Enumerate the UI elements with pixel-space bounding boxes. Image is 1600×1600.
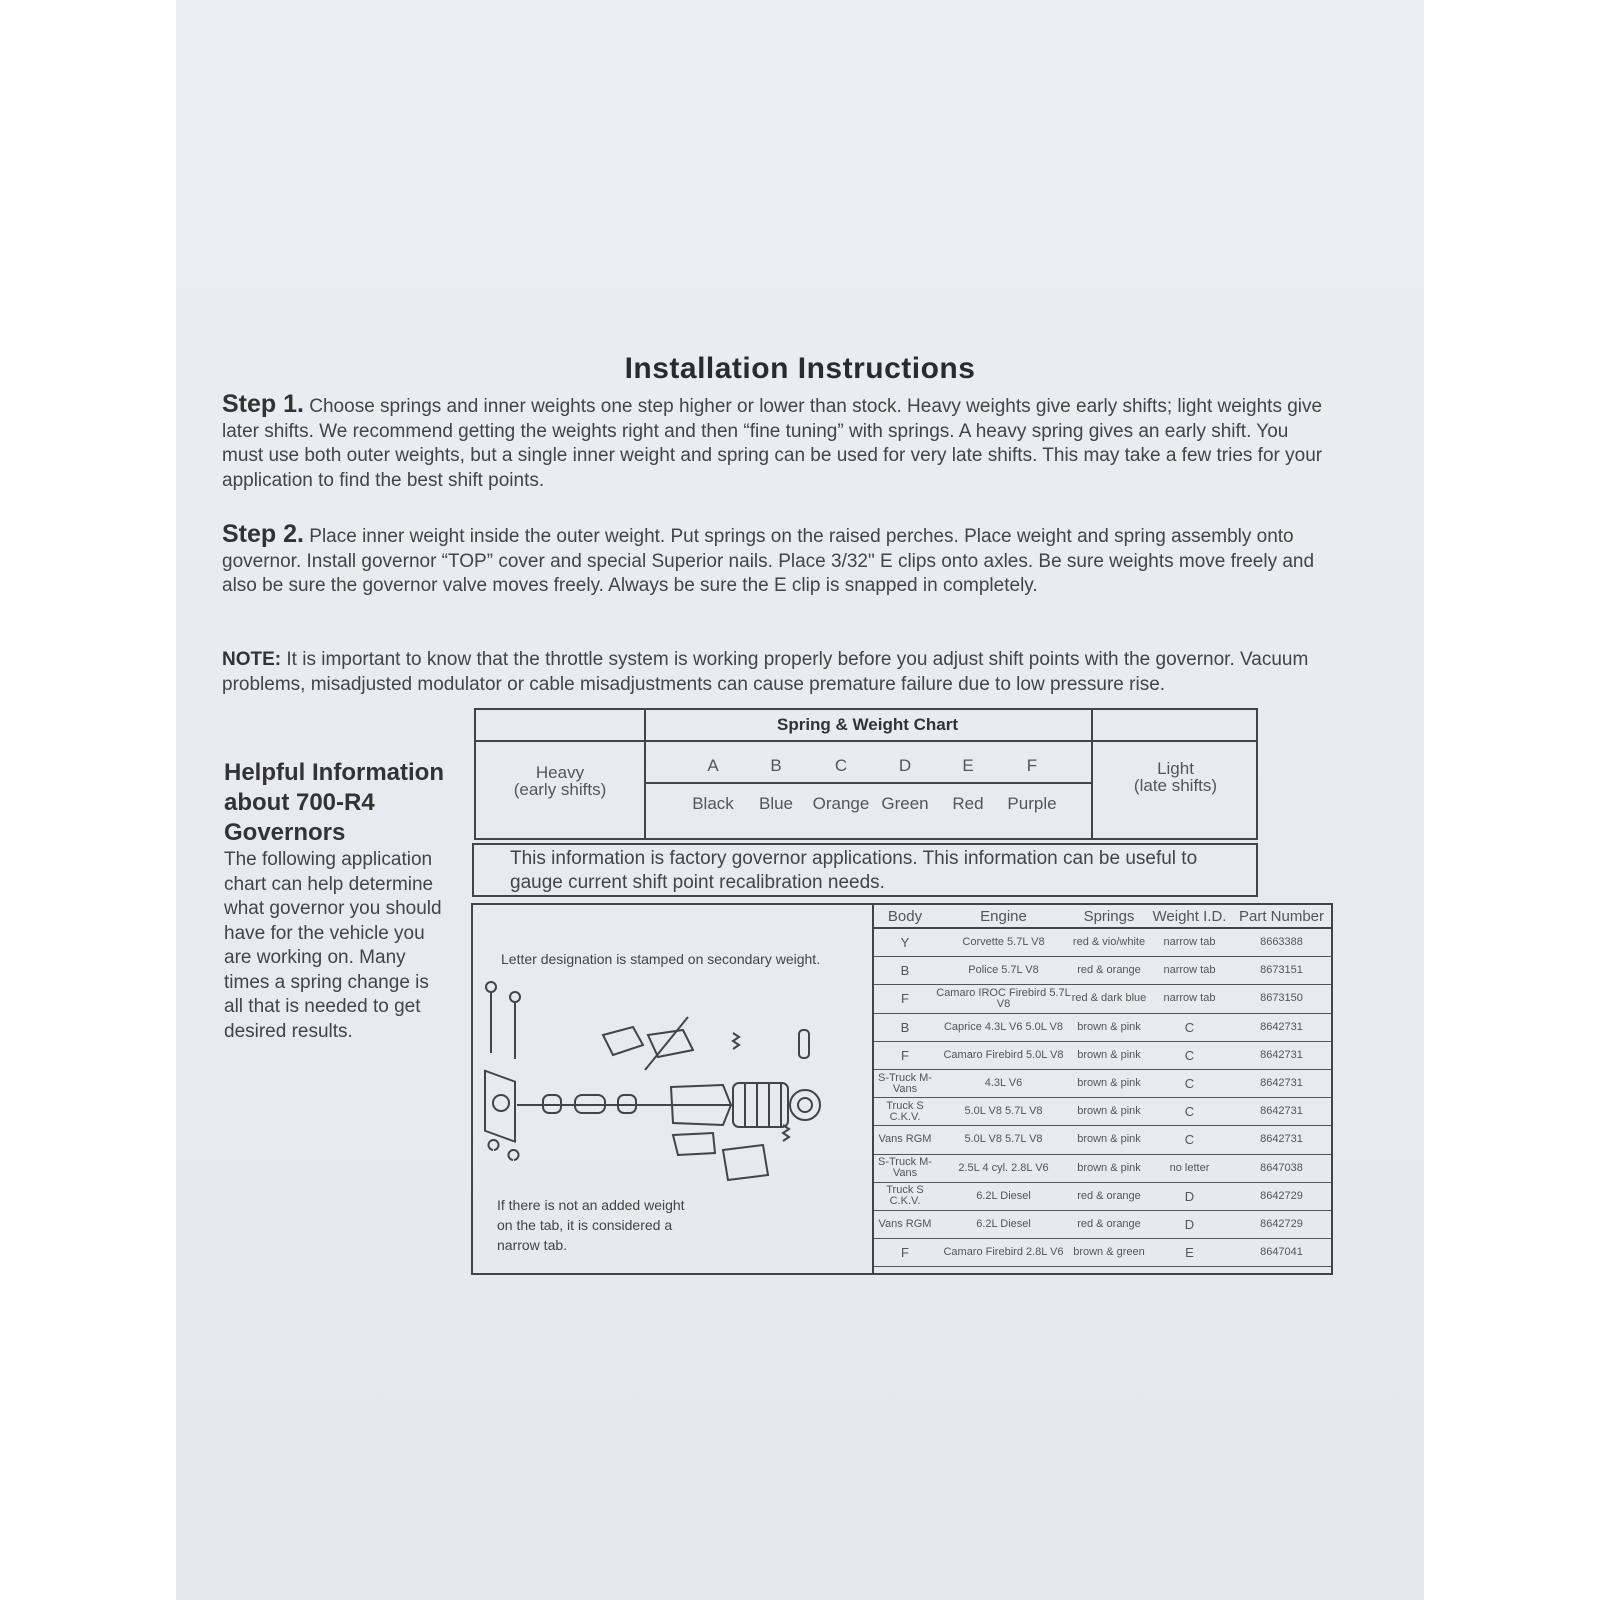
helpful-info xyxy=(224,758,444,1044)
cell-springs: brown & pink xyxy=(1071,1098,1147,1126)
table-row xyxy=(874,928,1331,957)
color-purple: Purple xyxy=(1007,794,1057,813)
step2-label: Step 2. xyxy=(222,520,304,548)
cell-springs: red & orange xyxy=(1071,1210,1147,1238)
table-row xyxy=(874,1069,1331,1097)
cell-part-number: 8647038 xyxy=(1232,1154,1331,1182)
helpful-heading: Helpful Information about 700-R4 Governors xyxy=(224,759,444,846)
heavy-label: Heavy (early shifts) xyxy=(513,763,607,799)
note-label: NOTE: xyxy=(222,649,282,670)
note-paragraph xyxy=(222,648,1332,697)
letter-d: D xyxy=(898,756,912,775)
header-body: Body xyxy=(874,905,936,928)
table-header-row xyxy=(874,905,1331,928)
table-row xyxy=(874,957,1331,985)
cell-body: B xyxy=(874,957,936,985)
cell-part-number: 8673151 xyxy=(1232,957,1331,985)
spring-weight-chart xyxy=(474,708,1258,840)
header-springs: Springs xyxy=(1071,905,1147,928)
cell-part-number: 8642729 xyxy=(1232,1182,1331,1210)
cell-engine: Police 5.7L V8 xyxy=(936,957,1071,985)
application-chart xyxy=(471,903,1333,1275)
cell-body: Y xyxy=(874,928,936,957)
cell-part-number: 8642731 xyxy=(1232,1069,1331,1097)
note-text: It is important to know that the throttle system is working properly before you adjust shift points with the governor. Vacuum problems, misadjusted modulator or cable misadjustments can cause premature failure due to low pressure rise. xyxy=(222,649,1309,695)
cell-engine: 6.2L Diesel xyxy=(936,1182,1071,1210)
cell-part-number: 8673150 xyxy=(1232,985,1331,1013)
table-row xyxy=(874,1182,1331,1210)
color-blue: Blue xyxy=(758,794,794,813)
table-row xyxy=(874,1126,1331,1154)
governor-exploded-diagram-icon xyxy=(483,975,863,1185)
step2-paragraph xyxy=(222,522,1332,599)
step1-paragraph xyxy=(222,392,1332,493)
cell-part-number: 8642731 xyxy=(1232,1013,1331,1041)
cell-springs: brown & pink xyxy=(1071,1154,1147,1182)
application-table xyxy=(874,905,1331,1267)
cell-body: Truck S C.K.V. xyxy=(874,1098,936,1126)
cell-weight-id: C xyxy=(1147,1041,1232,1069)
diagram-caption-top: Letter designation is stamped on secondary weight. xyxy=(501,951,821,967)
cell-springs: brown & pink xyxy=(1071,1126,1147,1154)
cell-body: Vans RGM xyxy=(874,1126,936,1154)
cell-body: F xyxy=(874,985,936,1013)
cell-body: F xyxy=(874,1239,936,1267)
cell-body: F xyxy=(874,1041,936,1069)
table-row xyxy=(874,1154,1331,1182)
cell-engine: 6.2L Diesel xyxy=(936,1210,1071,1238)
cell-springs: brown & pink xyxy=(1071,1041,1147,1069)
cell-part-number: 8642731 xyxy=(1232,1126,1331,1154)
color-orange: Orange xyxy=(812,794,870,813)
step1-text: Choose springs and inner weights one step higher or lower than stock. Heavy weights give early shifts; light weights give later shifts. We recommend getting the weights right and then “fine tuning” with springs. A heavy spring gives an early shift. You must use both outer weights, but a single inner weight and spring can be used for very late shifts. This may take a few tries for your application to find the best shift points. xyxy=(222,396,1323,491)
page-title: Installation Instructions xyxy=(624,352,976,385)
cell-weight-id: C xyxy=(1147,1013,1232,1041)
cell-weight-id: C xyxy=(1147,1126,1232,1154)
cell-engine: Caprice 4.3L V6 5.0L V8 xyxy=(936,1013,1071,1041)
table-row xyxy=(874,1098,1331,1126)
step1-label: Step 1. xyxy=(222,390,304,418)
cell-weight-id: C xyxy=(1147,1069,1232,1097)
step2-text: Place inner weight inside the outer weight. Put springs on the raised perches. Place weight and spring assembly onto governor. Install governor “TOP” cover and special Superior nails. Place 3/32" E clips onto axles. Be sure weights move freely and also be sure the governor valve moves freely. Always be sure the E clip is snapped in completely. xyxy=(222,526,1315,596)
color-black: Black xyxy=(692,794,734,813)
cell-weight-id: narrow tab xyxy=(1147,928,1232,957)
color-green: Green xyxy=(881,794,929,813)
table-row xyxy=(874,1013,1331,1041)
cell-weight-id: narrow tab xyxy=(1147,985,1232,1013)
letter-a: A xyxy=(707,756,719,775)
cell-engine: 4.3L V6 xyxy=(936,1069,1071,1097)
cell-part-number: 8642729 xyxy=(1232,1210,1331,1238)
cell-part-number: 8663388 xyxy=(1232,928,1331,957)
cell-springs: red & orange xyxy=(1071,957,1147,985)
cell-body: Vans RGM xyxy=(874,1210,936,1238)
cell-body: B xyxy=(874,1013,936,1041)
cell-weight-id: E xyxy=(1147,1239,1232,1267)
cell-springs: brown & pink xyxy=(1071,1013,1147,1041)
cell-weight-id: C xyxy=(1147,1098,1232,1126)
cell-engine: Camaro Firebird 5.0L V8 xyxy=(936,1041,1071,1069)
cell-part-number: 8647041 xyxy=(1232,1239,1331,1267)
helpful-text: The following application chart can help determine what governor you should have for the vehicle you are working on. Many times a spring change is all that is needed to get desired results. xyxy=(224,849,442,1042)
cell-weight-id: D xyxy=(1147,1210,1232,1238)
cell-springs: red & vio/white xyxy=(1071,928,1147,957)
cell-engine: Corvette 5.7L V8 xyxy=(936,928,1071,957)
cell-body: S-Truck M-Vans xyxy=(874,1154,936,1182)
cell-part-number: 8642731 xyxy=(1232,1041,1331,1069)
cell-springs: brown & pink xyxy=(1071,1069,1147,1097)
color-red: Red xyxy=(952,794,984,813)
chart-title: Spring & Weight Chart xyxy=(776,715,958,734)
letter-e: E xyxy=(962,756,974,775)
table-row xyxy=(874,1041,1331,1069)
cell-part-number: 8642731 xyxy=(1232,1098,1331,1126)
letter-c: C xyxy=(834,756,848,775)
cell-springs: brown & green xyxy=(1071,1239,1147,1267)
light-label: Light (late shifts) xyxy=(1133,759,1218,795)
factory-info-box: This information is factory governor applications. This information can be useful to gauge current shift point recalibration needs. xyxy=(472,843,1258,897)
diagram-caption-bottom: If there is not an added weight on the tab, it is considered a narrow tab. xyxy=(497,1197,685,1253)
header-part-number: Part Number xyxy=(1232,905,1331,928)
header-engine: Engine xyxy=(936,905,1071,928)
table-row xyxy=(874,985,1331,1013)
cell-engine: Camaro Firebird 2.8L V6 xyxy=(936,1239,1071,1267)
cell-springs: red & dark blue xyxy=(1071,985,1147,1013)
cell-weight-id: no letter xyxy=(1147,1154,1232,1182)
cell-engine: Camaro IROC Firebird 5.7L V8 xyxy=(936,985,1071,1013)
header-weight-id: Weight I.D. xyxy=(1147,905,1232,928)
table-row xyxy=(874,1239,1331,1267)
cell-engine: 5.0L V8 5.7L V8 xyxy=(936,1098,1071,1126)
cell-body: Truck S C.K.V. xyxy=(874,1182,936,1210)
cell-engine: 2.5L 4 cyl. 2.8L V6 xyxy=(936,1154,1071,1182)
cell-weight-id: narrow tab xyxy=(1147,957,1232,985)
cell-weight-id: D xyxy=(1147,1182,1232,1210)
table-row xyxy=(874,1210,1331,1238)
letter-b: B xyxy=(770,756,782,775)
letter-f: F xyxy=(1026,756,1038,775)
cell-engine: 5.0L V8 5.7L V8 xyxy=(936,1126,1071,1154)
cell-body: S-Truck M-Vans xyxy=(874,1069,936,1097)
cell-springs: red & orange xyxy=(1071,1182,1147,1210)
